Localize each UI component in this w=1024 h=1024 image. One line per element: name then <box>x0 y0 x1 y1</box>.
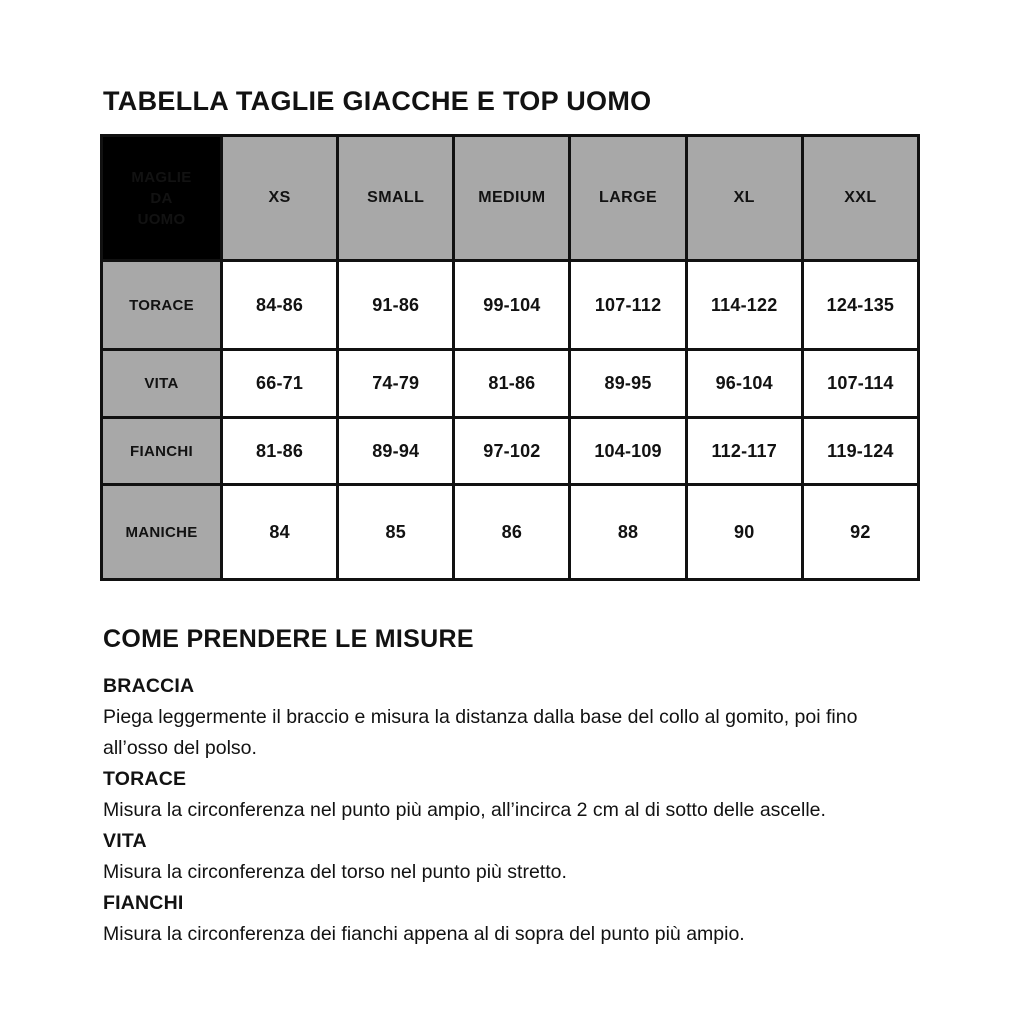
table-header-row <box>102 136 919 261</box>
cell-fianchi-xs: 81-86 <box>222 418 338 485</box>
guide-sections <box>103 671 915 950</box>
cell-maniche-xl: 90 <box>686 485 802 580</box>
cell-torace-xxl: 124-135 <box>802 261 918 350</box>
column-header-xxl: XXL <box>802 136 918 261</box>
cell-fianchi-xxl: 119-124 <box>802 418 918 485</box>
guide-heading-torace: TORACE <box>103 768 187 790</box>
cell-torace-large: 107-112 <box>570 261 686 350</box>
cell-vita-xl: 96-104 <box>686 350 802 418</box>
guide-text-vita: Misura la circonferenza del torso nel punto più stretto. <box>103 861 567 883</box>
table-row-vita <box>102 350 919 418</box>
guide-title: COME PRENDERE LE MISURE <box>103 625 474 653</box>
guide-heading-vita: VITA <box>103 830 147 852</box>
cell-torace-xl: 114-122 <box>686 261 802 350</box>
guide-heading-fianchi: FIANCHI <box>103 892 184 914</box>
cell-vita-small: 74-79 <box>338 350 454 418</box>
guide-text-fianchi: Misura la circonferenza dei fianchi appena al di sopra del punto più ampio. <box>103 923 745 945</box>
cell-maniche-xxl: 92 <box>802 485 918 580</box>
table-row-torace <box>102 261 919 350</box>
cell-torace-xs: 84-86 <box>222 261 338 350</box>
table-row-maniche <box>102 485 919 580</box>
corner-header-line: DA <box>150 189 173 207</box>
corner-header-cell <box>102 136 222 261</box>
page-title: TABELLA TAGLIE GIACCHE E TOP UOMO <box>103 86 652 116</box>
table-row-fianchi <box>102 418 919 485</box>
cell-fianchi-xl: 112-117 <box>686 418 802 485</box>
measuring-guide <box>103 625 915 950</box>
guide-heading-braccia: BRACCIA <box>103 675 195 697</box>
column-header-xl: XL <box>686 136 802 261</box>
cell-vita-large: 89-95 <box>570 350 686 418</box>
cell-maniche-large: 88 <box>570 485 686 580</box>
column-header-small: SMALL <box>338 136 454 261</box>
cell-fianchi-medium: 97-102 <box>454 418 570 485</box>
cell-fianchi-small: 89-94 <box>338 418 454 485</box>
guide-text-braccia: Piega leggermente il braccio e misura la distanza dalla base del collo al gomito, poi fino all’osso del polso. <box>103 706 858 759</box>
cell-vita-xxl: 107-114 <box>802 350 918 418</box>
cell-maniche-medium: 86 <box>454 485 570 580</box>
corner-header-line: UOMO <box>137 210 186 228</box>
cell-torace-medium: 99-104 <box>454 261 570 350</box>
column-header-xs: XS <box>222 136 338 261</box>
row-label-fianchi: FIANCHI <box>102 418 222 485</box>
cell-torace-small: 91-86 <box>338 261 454 350</box>
guide-text-torace: Misura la circonferenza nel punto più ampio, all’incirca 2 cm al di sotto delle ascelle. <box>103 799 826 821</box>
cell-maniche-small: 85 <box>338 485 454 580</box>
size-table <box>100 134 920 581</box>
cell-vita-medium: 81-86 <box>454 350 570 418</box>
column-header-medium: MEDIUM <box>454 136 570 261</box>
column-header-large: LARGE <box>570 136 686 261</box>
cell-fianchi-large: 104-109 <box>570 418 686 485</box>
row-label-vita: VITA <box>102 350 222 418</box>
row-label-torace: TORACE <box>102 261 222 350</box>
cell-vita-xs: 66-71 <box>222 350 338 418</box>
cell-maniche-xs: 84 <box>222 485 338 580</box>
row-label-maniche: MANICHE <box>102 485 222 580</box>
corner-header-line: MAGLIE <box>131 168 192 186</box>
